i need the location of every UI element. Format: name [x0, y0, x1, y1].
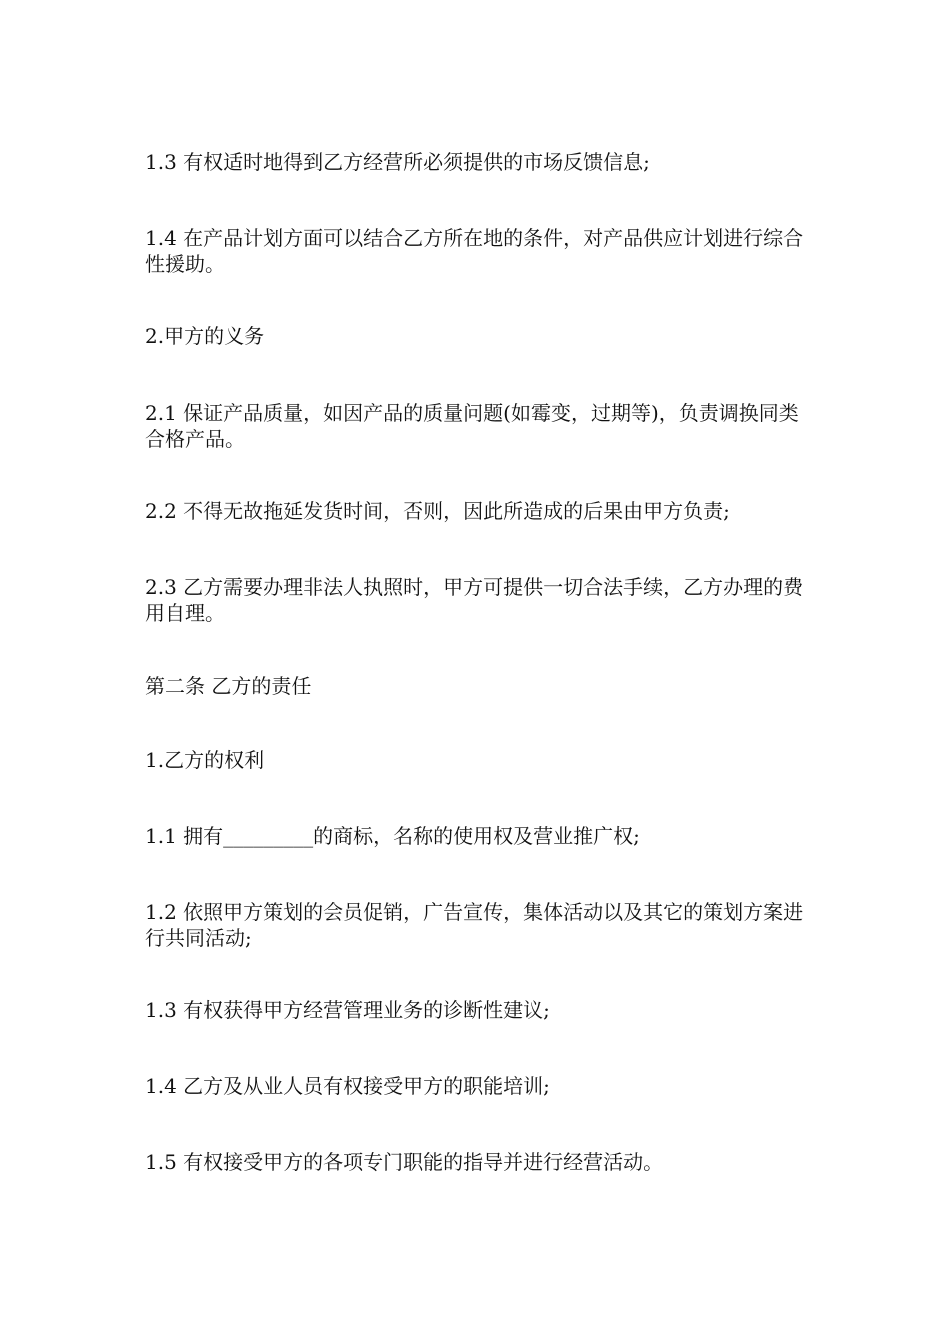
paragraph-2-2-delivery-time: 2.2 不得无故拖延发货时间，否则，因此所造成的后果由甲方负责;: [145, 499, 730, 523]
heading-party-b-rights: 1.乙方的权利: [145, 748, 265, 772]
paragraph-1-3-diagnostic-advice: 1.3 有权获得甲方经营管理业务的诊断性建议;: [145, 998, 550, 1022]
paragraph-1-5-guidance: 1.5 有权接受甲方的各项专门职能的指导并进行经营活动。: [145, 1150, 664, 1174]
paragraph-2-3-license: 2.3 乙方需要办理非法人执照时，甲方可提供一切合法手续，乙方办理的费用自理。: [145, 575, 804, 625]
paragraph-1-3-market-feedback: 1.3 有权适时地得到乙方经营所必须提供的市场反馈信息;: [145, 150, 650, 174]
paragraph-1-4-product-plan: 1.4 在产品计划方面可以结合乙方所在地的条件，对产品供应计划进行综合性援助。: [145, 226, 804, 276]
paragraph-2-1-product-quality: 2.1 保证产品质量，如因产品的质量问题(如霉变，过期等)，负责调换同类合格产品。: [145, 401, 799, 451]
paragraph-1-4-training: 1.4 乙方及从业人员有权接受甲方的职能培训;: [145, 1074, 550, 1098]
paragraph-1-2-joint-activities: 1.2 依照甲方策划的会员促销，广告宣传，集体活动以及其它的策划方案进行共同活动;: [145, 900, 804, 950]
heading-party-a-obligations: 2.甲方的义务: [145, 324, 265, 348]
heading-article-two: 第二条 乙方的责任: [145, 674, 312, 698]
paragraph-1-1-trademark: 1.1 拥有_________的商标，名称的使用权及营业推广权;: [145, 824, 640, 848]
